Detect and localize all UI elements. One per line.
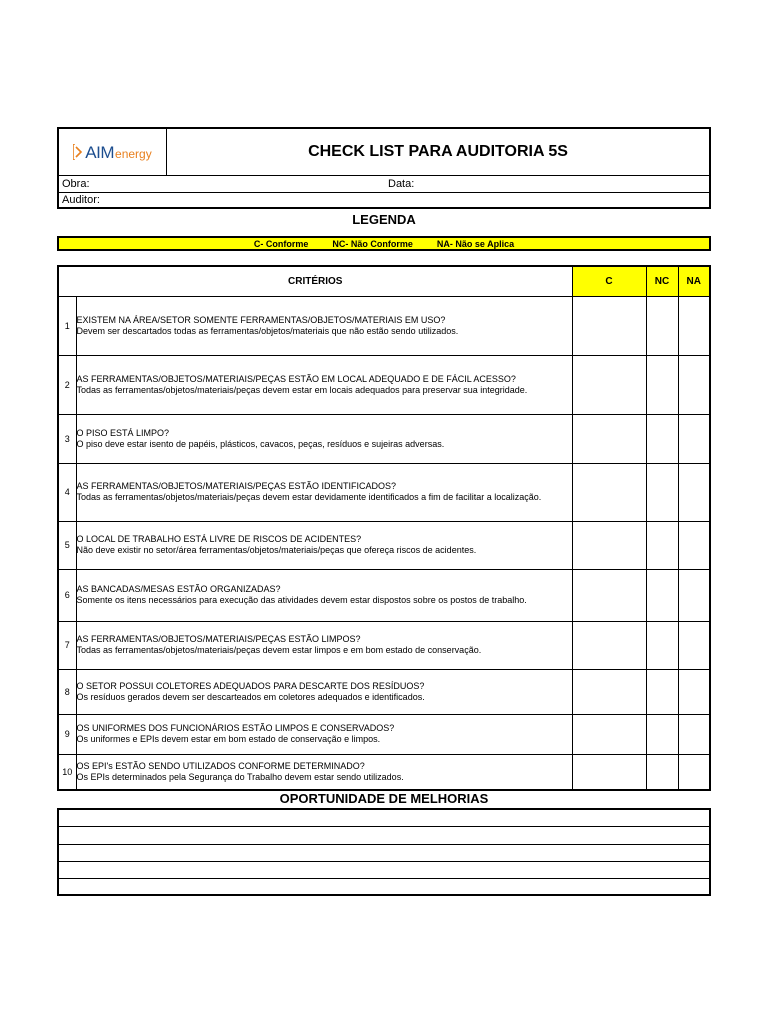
criteria-question: O SETOR POSSUI COLETORES ADEQUADOS PARA DESCARTE DOS RESÍDUOS? [76, 680, 425, 691]
criteria-description: Os resíduos gerados devem ser descarteados em coletores adequados e identificados. [76, 691, 425, 702]
nc-check-cell[interactable] [646, 754, 678, 790]
na-check-cell[interactable] [678, 621, 710, 669]
page-title: CHECK LIST PARA AUDITORIA 5S [308, 143, 568, 160]
criteria-number: 1 [58, 296, 76, 355]
nc-check-cell[interactable] [646, 714, 678, 754]
na-check-cell[interactable] [678, 355, 710, 414]
na-header: NA [678, 266, 710, 296]
header-divider [59, 175, 709, 176]
criteria-description: Todas as ferramentas/objetos/materiais/peças devem estar em locais adequados para preservar sua integridade. [76, 384, 528, 395]
criteria-row [58, 754, 710, 790]
criteria-text [76, 463, 572, 521]
nc-check-cell[interactable] [646, 569, 678, 621]
nc-check-cell[interactable] [646, 355, 678, 414]
improvements-line [59, 878, 709, 879]
auditor-label: Auditor: [62, 194, 100, 206]
nc-header: NC [646, 266, 678, 296]
c-check-cell[interactable] [572, 569, 646, 621]
na-check-cell[interactable] [678, 714, 710, 754]
criteria-row [58, 521, 710, 569]
criteria-description: Os uniformes e EPIs devem estar em bom estado de conservação e limpos. [76, 734, 381, 744]
c-check-cell[interactable] [572, 754, 646, 790]
criteria-header: CRITÉRIOS [58, 266, 572, 296]
improvements-line [59, 844, 709, 845]
criteria-description: Todas as ferramentas/objetos/materiais/peças devem estar limpos e em bom estado de conservação. [76, 645, 482, 655]
nc-check-cell[interactable] [646, 414, 678, 463]
criteria-description: Os EPIs determinados pela Segurança do Trabalho devem estar sendo utilizados. [76, 771, 404, 782]
criteria-number: 9 [58, 714, 76, 754]
criteria-question: OS UNIFORMES DOS FUNCIONÁRIOS ESTÃO LIMPOS E CONSERVADOS? [76, 723, 395, 733]
c-check-cell[interactable] [572, 621, 646, 669]
nc-check-cell[interactable] [646, 669, 678, 714]
na-check-cell[interactable] [678, 463, 710, 521]
logo-mark-icon [73, 144, 83, 160]
table-header-row [58, 266, 710, 296]
criteria-text [76, 714, 572, 754]
improvements-line [59, 826, 709, 827]
criteria-text [76, 621, 572, 669]
criteria-question: O LOCAL DE TRABALHO ESTÁ LIVRE DE RISCOS DE ACIDENTES? [76, 534, 362, 544]
na-check-cell[interactable] [678, 754, 710, 790]
criteria-row [58, 569, 710, 621]
criteria-row [58, 414, 710, 463]
c-check-cell[interactable] [572, 296, 646, 355]
nc-check-cell[interactable] [646, 521, 678, 569]
logo-cell [59, 129, 167, 175]
legend-title: LEGENDA [352, 212, 416, 227]
improvements-line [59, 861, 709, 862]
criteria-row [58, 463, 710, 521]
na-check-cell[interactable] [678, 569, 710, 621]
legend-c: C- Conforme [253, 238, 309, 249]
c-check-cell[interactable] [572, 521, 646, 569]
criteria-number: 6 [58, 569, 76, 621]
criteria-number: 3 [58, 414, 76, 463]
criteria-row [58, 669, 710, 714]
criteria-row [58, 621, 710, 669]
improvements-box [57, 808, 711, 896]
na-check-cell[interactable] [678, 414, 710, 463]
criteria-text [76, 296, 572, 355]
criteria-row [58, 714, 710, 754]
c-header: C [572, 266, 646, 296]
criteria-question: AS BANCADAS/MESAS ESTÃO ORGANIZADAS? [76, 584, 281, 594]
criteria-row [58, 296, 710, 355]
nc-check-cell[interactable] [646, 621, 678, 669]
obra-label: Obra: [62, 178, 90, 190]
criteria-question: EXISTEM NA ÁREA/SETOR SOMENTE FERRAMENTAS/OBJETOS/MATERIAIS EM USO? [76, 314, 446, 325]
na-check-cell[interactable] [678, 296, 710, 355]
c-check-cell[interactable] [572, 714, 646, 754]
criteria-text [76, 521, 572, 569]
criteria-text [76, 669, 572, 714]
header-divider [59, 192, 709, 193]
c-check-cell[interactable] [572, 414, 646, 463]
legend-bar [57, 236, 711, 251]
na-check-cell[interactable] [678, 669, 710, 714]
criteria-text [76, 414, 572, 463]
c-check-cell[interactable] [572, 669, 646, 714]
logo-text-aim: AIM [85, 142, 115, 162]
criteria-question: O PISO ESTÁ LIMPO? [76, 427, 170, 438]
criteria-number: 5 [58, 521, 76, 569]
legend-na: NA- Não se Aplica [436, 238, 515, 249]
criteria-description: Devem ser descartados todas as ferramentas/objetos/materiais que não estão sendo utilizados. [76, 325, 459, 336]
criteria-question: AS FERRAMENTAS/OBJETOS/MATERIAIS/PEÇAS ESTÃO EM LOCAL ADEQUADO E DE FÁCIL ACESSO? [76, 373, 516, 384]
improvements-title: OPORTUNIDADE DE MELHORIAS [279, 791, 489, 806]
criteria-text [76, 754, 572, 790]
nc-check-cell[interactable] [646, 463, 678, 521]
data-label: Data: [388, 178, 415, 190]
criteria-number: 10 [58, 754, 76, 790]
criteria-row [58, 355, 710, 414]
criteria-description: O piso deve estar isento de papéis, plásticos, cavacos, peças, resíduos e sujeiras adversas. [76, 438, 445, 449]
criteria-question: OS EPI's ESTÃO SENDO UTILIZADOS CONFORME DETERMINADO? [76, 760, 365, 771]
criteria-question: AS FERRAMENTAS/OBJETOS/MATERIAIS/PEÇAS ESTÃO IDENTIFICADOS? [76, 481, 397, 491]
c-check-cell[interactable] [572, 463, 646, 521]
criteria-number: 7 [58, 621, 76, 669]
logo-text-energy: energy [115, 146, 152, 161]
criteria-number: 4 [58, 463, 76, 521]
company-logo [73, 142, 151, 163]
criteria-question: AS FERRAMENTAS/OBJETOS/MATERIAIS/PEÇAS ESTÃO LIMPOS? [76, 634, 361, 644]
header-box [57, 127, 711, 209]
criteria-description: Não deve existir no setor/área ferramentas/objetos/materiais/peças que ofereça riscos de acidentes. [76, 545, 477, 555]
criteria-table [57, 265, 711, 791]
criteria-number: 2 [58, 355, 76, 414]
nc-check-cell[interactable] [646, 296, 678, 355]
criteria-text [76, 355, 572, 414]
legend-nc: NC- Não Conforme [332, 238, 413, 249]
c-check-cell[interactable] [572, 355, 646, 414]
criteria-number: 8 [58, 669, 76, 714]
criteria-text [76, 569, 572, 621]
criteria-description: Somente os itens necessários para execução das atividades devem estar dispostos sobre os postos de trabalho. [76, 595, 527, 605]
criteria-description: Todas as ferramentas/objetos/materiais/peças devem estar devidamente identificados a fim de facilitar a localização. [76, 492, 542, 502]
na-check-cell[interactable] [678, 521, 710, 569]
